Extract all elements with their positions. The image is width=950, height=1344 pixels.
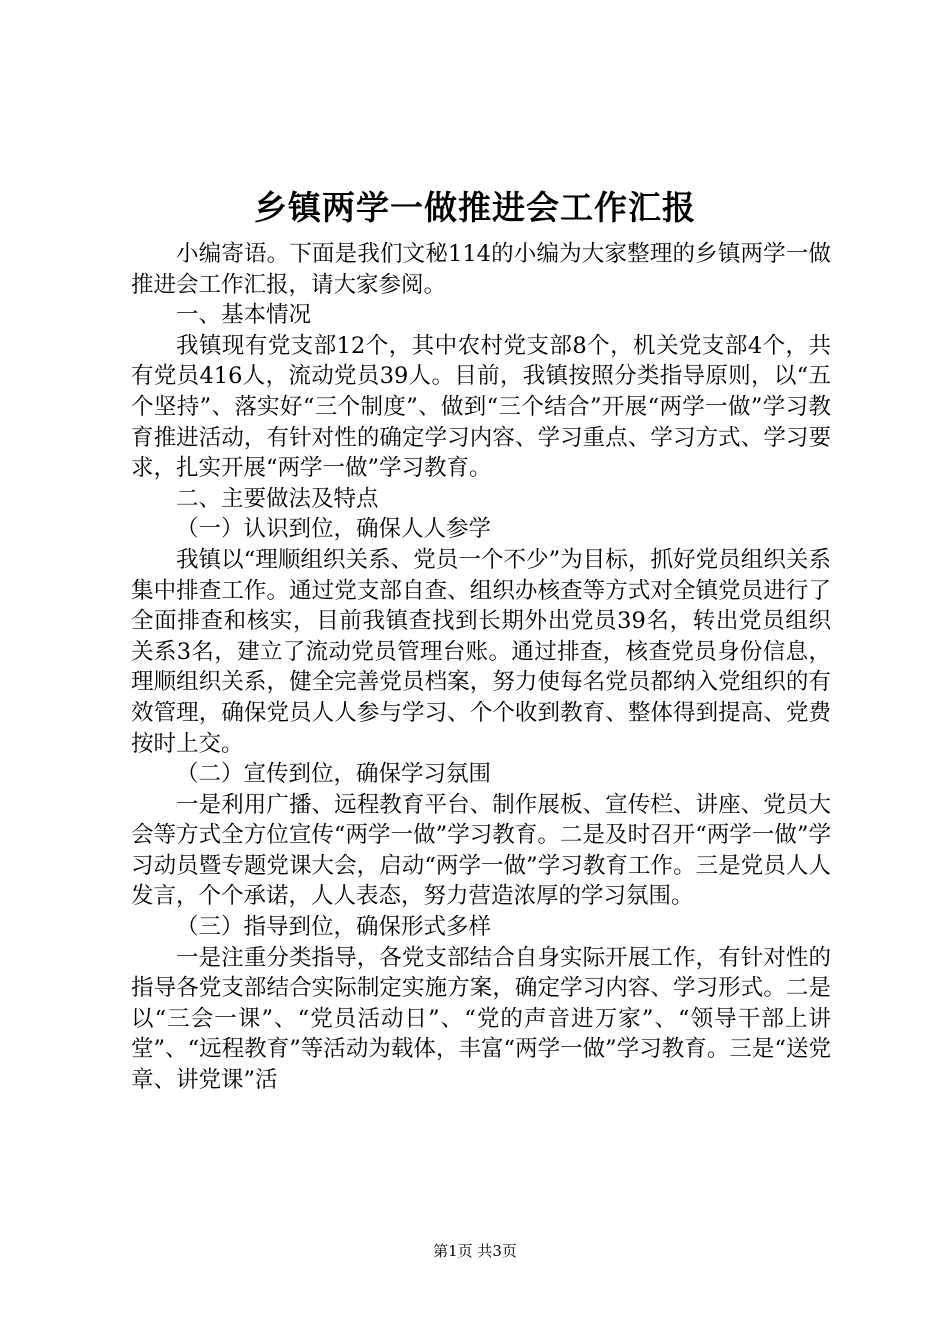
subheading-guidance: （三）指导到位，确保形式多样 [176,914,492,941]
basic-info-paragraph: 我镇现有党支部12个，其中农村党支部8个，机关党支部4个，共有党员416人，流动党员39人。目前，我镇按照分类指导原则，以“五个坚持”、落实好“三个制度”、做到“三个结合”开展“两学一做”学习教育推进活动，有针对性的确定学习内容、学习重点、学习方式、学习要求，扎实开展“两学一做”学习教育。 [131,332,831,482]
subheading-publicity: （二）宣传到位，确保学习氛围 [176,761,492,788]
subheading-awareness: （一）认识到位，确保人人参学 [176,516,492,543]
document-title: 乡镇两学一做推进会工作汇报 [254,188,696,227]
awareness-paragraph: 我镇以“理顺组织关系、党员一个不少”为目标，抓好党员组织关系集中排查工作。通过党支部自查、组织办核查等方式对全镇党员进行了全面排查和核实，目前我镇查找到长期外出党员39名，转出党员组织关系3名，建立了流动党员管理台账。通过排查，核查党员身份信息，理顺组织关系，健全完善党员档案，努力使每名党员都纳入党组织的有效管理，确保党员人人参与学习、个个收到教育、整体得到提高、党费按时上交。 [131,546,831,757]
document-body [131,239,831,1096]
section-heading-practices: 二、主要做法及特点 [176,485,379,512]
publicity-paragraph: 一是利用广播、远程教育平台、制作展板、宣传栏、讲座、党员大会等方式全方位宣传“两学一做”学习教育。二是及时召开“两学一做”学习动员暨专题党课大会，启动“两学一做”学习教育工作。三是党员人人发言，个个承诺，人人表态，努力营造浓厚的学习氛围。 [131,791,831,910]
section-heading-basic: 一、基本情况 [176,302,312,329]
guidance-paragraph: 一是注重分类指导，各党支部结合自身实际开展工作，有针对性的指导各党支部结合实际制定实施方案，确定学习内容、学习形式。二是以“三会一课”、“党员活动日”、“党的声音进万家”、“领导干部上讲堂”、“远程教育”等活动为载体，丰富“两学一做”学习教育。三是“送党章、讲党课”活 [131,944,831,1094]
intro-paragraph: 小编寄语。下面是我们文秘114的小编为大家整理的乡镇两学一做推进会工作汇报，请大家参阅。 [131,241,831,298]
page-footer: 第1页 共3页 [433,1242,517,1260]
